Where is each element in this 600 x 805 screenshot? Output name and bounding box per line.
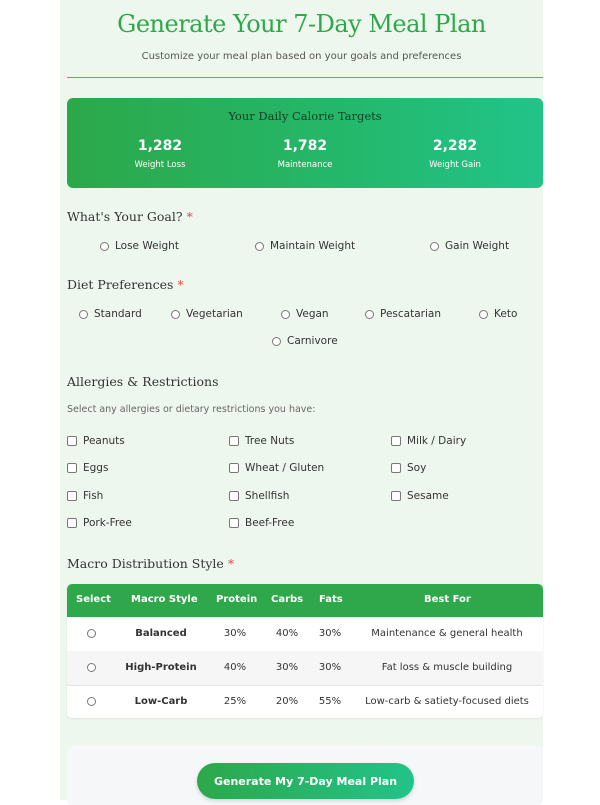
macro-fats: 30% [318, 628, 342, 639]
macro-title: Macro Distribution Style [67, 556, 224, 571]
header-macro-style: Macro Style [131, 594, 198, 605]
calorie-targets-title: Your Daily Calorie Targets [228, 109, 382, 123]
radio-button[interactable] [365, 310, 374, 319]
macro-protein: 30% [223, 628, 247, 639]
checkbox[interactable] [391, 491, 401, 501]
diet-option-vegan[interactable] [281, 308, 329, 320]
allergy-shellfish[interactable] [229, 490, 289, 502]
allergy-eggs[interactable] [67, 462, 108, 474]
checkbox[interactable] [67, 436, 77, 446]
option-label: Milk / Dairy [407, 435, 467, 447]
option-label: Carnivore [287, 335, 338, 347]
macro-best-for: Maintenance & general health [371, 628, 523, 639]
header-select: Select [76, 594, 111, 605]
diet-option-pescatarian[interactable] [365, 308, 441, 320]
macro-radio-low-carb[interactable] [87, 697, 96, 706]
macro-style: Low-Carb [134, 696, 188, 707]
checkbox[interactable] [67, 491, 77, 501]
checkbox[interactable] [67, 463, 77, 473]
option-label: Maintain Weight [270, 240, 356, 252]
generate-meal-plan-button[interactable]: Generate My 7-Day Meal Plan [197, 763, 414, 799]
macro-table-header [67, 584, 543, 617]
macro-radio-high-protein[interactable] [87, 663, 96, 672]
calorie-label: Weight Loss [134, 160, 186, 170]
option-label: Vegan [296, 308, 329, 320]
option-label: Lose Weight [115, 240, 179, 252]
header-best-for: Best For [424, 594, 471, 605]
option-label: Wheat / Gluten [245, 462, 325, 474]
calorie-label: Maintenance [277, 160, 333, 170]
calorie-target-maintenance [245, 138, 365, 170]
header-fats: Fats [319, 594, 343, 605]
diet-option-vegetarian[interactable] [171, 308, 243, 320]
checkbox[interactable] [391, 436, 401, 446]
radio-button[interactable] [281, 310, 290, 319]
diet-option-keto[interactable] [479, 308, 517, 320]
goal-section-title [67, 209, 193, 224]
goal-title: What's Your Goal? [67, 209, 183, 224]
option-label: Beef-Free [245, 517, 295, 529]
option-label: Tree Nuts [245, 435, 295, 447]
radio-button[interactable] [100, 242, 109, 251]
option-label: Pork-Free [83, 517, 132, 529]
calorie-value: 1,282 [137, 138, 183, 154]
macro-table [67, 584, 543, 718]
goal-option-maintain-weight[interactable] [255, 240, 355, 252]
checkbox[interactable] [229, 436, 239, 446]
allergy-sesame[interactable] [391, 490, 449, 502]
option-label: Gain Weight [445, 240, 510, 252]
macro-fats: 30% [318, 662, 342, 673]
radio-button[interactable] [479, 310, 488, 319]
option-label: Sesame [407, 490, 449, 502]
radio-button[interactable] [430, 242, 439, 251]
macro-carbs: 20% [275, 696, 299, 707]
allergy-milk-dairy[interactable] [391, 435, 466, 447]
allergy-pork-free[interactable] [67, 517, 132, 529]
checkbox[interactable] [229, 518, 239, 528]
meal-plan-form [60, 0, 543, 800]
checkbox[interactable] [229, 491, 239, 501]
required-marker: * [177, 277, 184, 292]
diet-option-carnivore[interactable] [272, 335, 338, 347]
macro-section-title [67, 556, 234, 571]
macro-best-for: Fat loss & muscle building [381, 662, 513, 673]
goal-option-lose-weight[interactable] [100, 240, 179, 252]
option-label: Keto [494, 308, 518, 320]
page-title: Generate Your 7-Day Meal Plan [117, 10, 486, 38]
allergy-tree-nuts[interactable] [229, 435, 294, 447]
macro-carbs: 40% [275, 628, 299, 639]
allergy-fish[interactable] [67, 490, 103, 502]
macro-best-for: Low-carb & satiety-focused diets [365, 696, 529, 707]
macro-radio-balanced[interactable] [87, 629, 96, 638]
checkbox[interactable] [67, 518, 77, 528]
table-row[interactable] [67, 651, 543, 686]
allergy-soy[interactable] [391, 462, 426, 474]
calorie-targets-card [67, 98, 543, 188]
table-row[interactable] [67, 617, 543, 652]
radio-button[interactable] [255, 242, 264, 251]
allergy-peanuts[interactable] [67, 435, 125, 447]
calorie-label: Weight Gain [429, 160, 481, 170]
option-label: Peanuts [83, 435, 125, 447]
calorie-target-weight-gain [395, 138, 515, 170]
header-divider [67, 77, 543, 78]
page-subtitle: Customize your meal plan based on your goals and preferences [141, 51, 462, 62]
allergies-section-title: Allergies & Restrictions [67, 374, 219, 389]
radio-button[interactable] [79, 310, 88, 319]
checkbox[interactable] [391, 463, 401, 473]
calorie-target-weight-loss [100, 138, 220, 170]
allergy-beef-free[interactable] [229, 517, 294, 529]
option-label: Fish [83, 490, 104, 502]
radio-button[interactable] [171, 310, 180, 319]
required-marker: * [227, 556, 235, 571]
table-row[interactable] [67, 685, 543, 718]
macro-carbs: 30% [275, 662, 299, 673]
macro-protein: 40% [223, 662, 247, 673]
option-label: Soy [407, 462, 427, 474]
required-marker: * [186, 209, 193, 224]
macro-fats: 55% [318, 696, 342, 707]
option-label: Standard [94, 308, 142, 320]
goal-option-gain-weight[interactable] [430, 240, 509, 252]
allergies-hint: Select any allergies or dietary restrictions you have: [67, 404, 316, 415]
radio-button[interactable] [272, 337, 281, 346]
option-label: Vegetarian [186, 308, 243, 320]
calorie-value: 2,282 [432, 138, 478, 154]
form-footer [67, 745, 543, 805]
option-label: Shellfish [245, 490, 290, 502]
allergy-wheat-gluten[interactable] [229, 462, 324, 474]
checkbox[interactable] [229, 463, 239, 473]
header-protein: Protein [216, 594, 258, 605]
macro-style: High-Protein [125, 662, 197, 673]
diet-section-title [67, 277, 184, 292]
diet-option-standard[interactable] [79, 308, 142, 320]
option-label: Eggs [83, 462, 109, 474]
option-label: Pescatarian [380, 308, 441, 320]
macro-protein: 25% [223, 696, 247, 707]
macro-style: Balanced [135, 628, 187, 639]
header-carbs: Carbs [271, 594, 304, 605]
calorie-value: 1,782 [282, 138, 328, 154]
diet-title: Diet Preferences [67, 277, 174, 292]
